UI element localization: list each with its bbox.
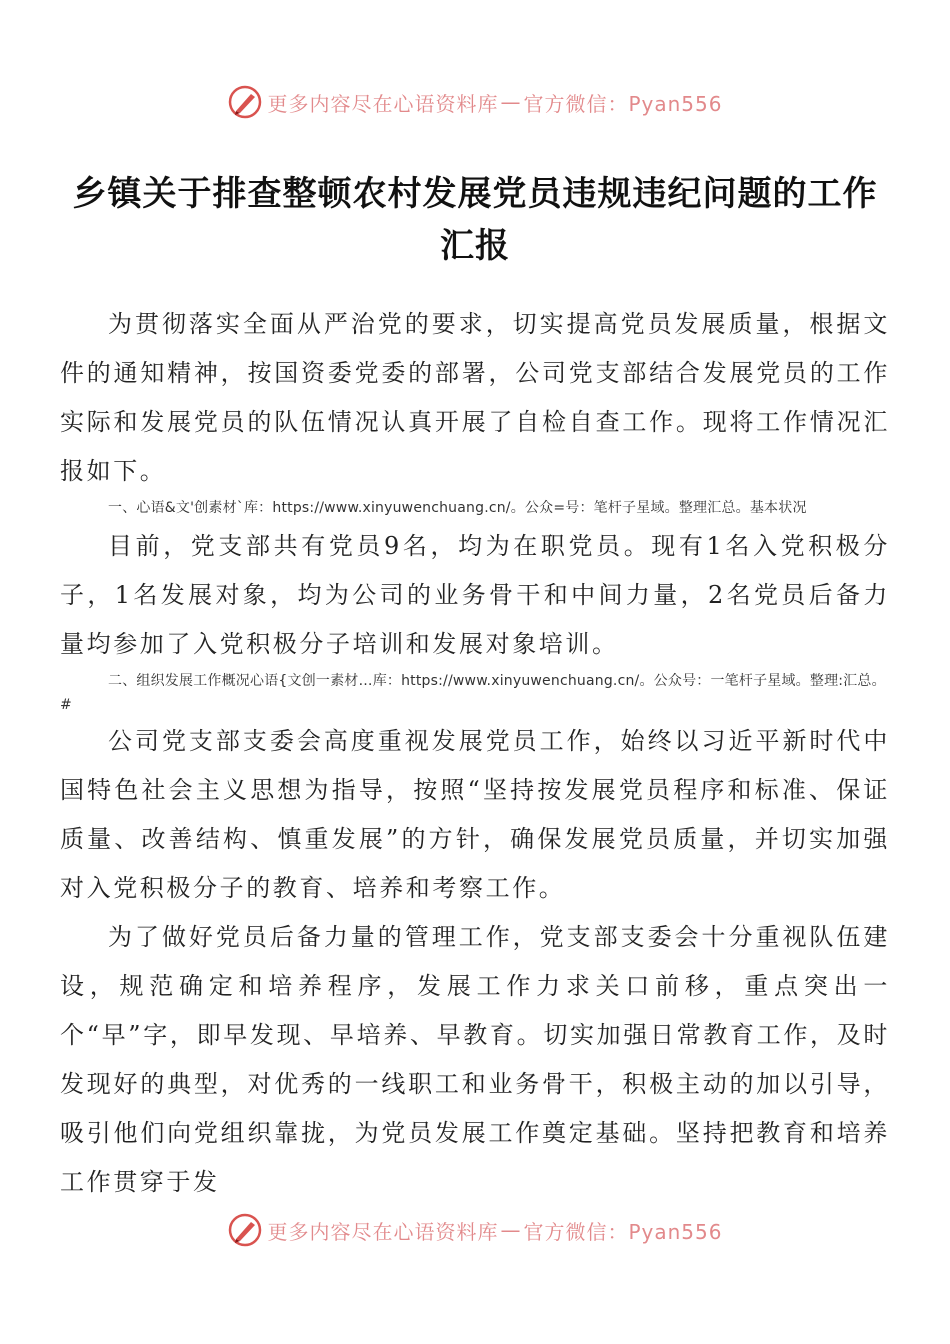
paragraph-member-status: 目前，党支部共有党员9名，均为在职党员。现有1名入党积极分子，1名发展对象，均为公司的业务骨干和中间力量，2名党员后备力量均参加了入党积极分子培训和发展对象培训。: [60, 532, 890, 658]
section-heading-overview: 二、组织发展工作概况心语{文创一素材…库：https://www.xinyuwenchuang.cn/。公众号：一笔杆子星域。整理:汇总。#: [60, 673, 886, 713]
pen-logo-icon: [227, 84, 263, 120]
watermark-suffix: 官方微信：Pyan556: [523, 1219, 723, 1244]
paragraph-reserve-management: 为了做好党员后备力量的管理工作，党支部支委会十分重视队伍建设，规范确定和培养程序，发展工作力求关口前移，重点突出一个“早”字，即早发现、早培养、早教育。切实加强日常教育工作，及时发现好的典型，对优秀的一线职工和业务骨干，积极主动的加以引导，吸引他们向党组织靠拢，为党员发展工作奠定基础。坚持把教育和培养工作贯穿于发: [60, 923, 890, 1196]
watermark-text: 更多内容尽在心语资料库: [267, 1219, 499, 1244]
paragraph-intro: 为贯彻落实全面从严治党的要求，切实提高党员发展质量，根据文件的通知精神，按国资委党委的部署，公司党支部结合发展党员的工作实际和发展党员的队伍情况认真开展了自检自查工作。现将工作情况汇报如下。: [60, 310, 890, 485]
pen-logo-icon: [227, 1212, 263, 1248]
watermark-separator: —: [500, 1218, 522, 1242]
watermark-text: 更多内容尽在心语资料库: [267, 91, 499, 116]
watermark-banner-bottom: [0, 1210, 950, 1250]
document-title: 乡镇关于排查整顿农村发展党员违规违纪问题的工作汇报: [72, 174, 878, 266]
section-heading-basic-status: 一、心语&文'创素材`库：https://www.xinyuwenchuang.cn/。公众=号：笔杆子星域。整理汇总。基本状况: [108, 500, 807, 516]
watermark-separator: —: [500, 90, 522, 114]
watermark-banner-top: [0, 82, 950, 122]
watermark-suffix: 官方微信：Pyan556: [523, 91, 723, 116]
document-body: [60, 300, 890, 1207]
paragraph-committee-work: 公司党支部支委会高度重视发展党员工作，始终以习近平新时代中国特色社会主义思想为指导，按照“坚持按发展党员程序和标准、保证质量、改善结构、慎重发展”的方针，确保发展党员质量，并切实加强对入党积极分子的教育、培养和考察工作。: [60, 727, 890, 902]
